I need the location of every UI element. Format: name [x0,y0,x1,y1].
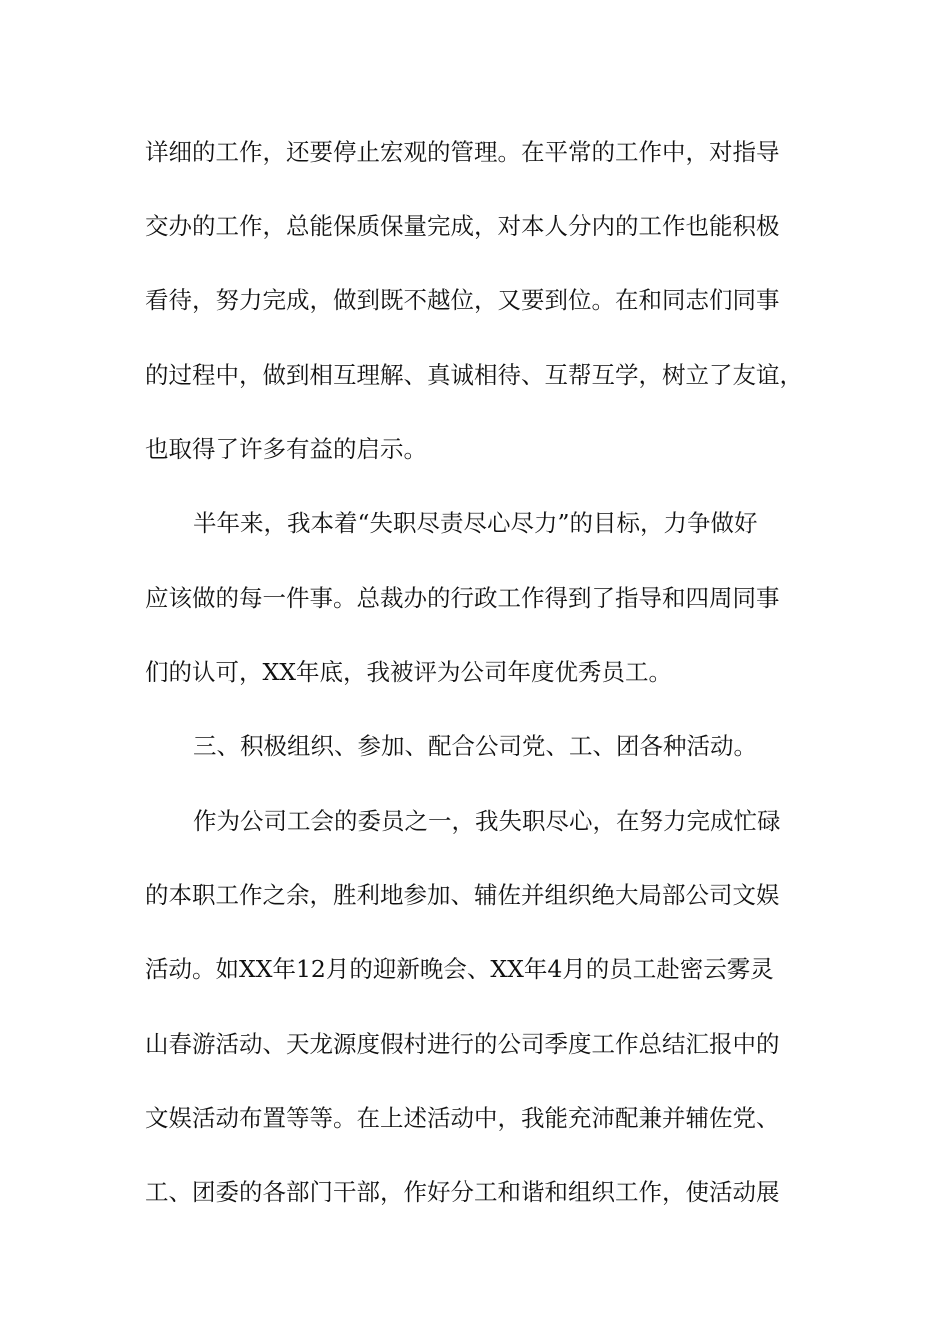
body-text-line: 详细的工作，还要停止宏观的管理。在平常的工作中，对指导 [145,138,780,166]
body-text-line: 应该做的每一件事。总裁办的行政工作得到了指导和四周同事 [145,584,780,612]
body-text-line: 的本职工作之余，胜利地参加、辅佐并组织绝大局部公司文娱 [145,881,780,909]
body-text-line: 交办的工作，总能保质保量完成，对本人分内的工作也能积极 [145,212,780,240]
body-text-line: 活动。如XX年12月的迎新晚会、XX年4月的员工赴密云雾灵 [145,955,774,983]
section-heading: 三、积极组织、参加、配合公司党、工、团各种活动。 [193,732,757,760]
paragraph-first-line: 半年来，我本着“失职尽责尽心尽力”的目标，力争做好 [193,509,758,537]
body-text-line: 山春游活动、天龙源度假村进行的公司季度工作总结汇报中的 [145,1030,780,1058]
paragraph-first-line: 作为公司工会的委员之一，我失职尽心，在努力完成忙碌 [193,807,781,835]
body-text-line: 工、团委的各部门干部，作好分工和谐和组织工作，使活动展 [145,1178,780,1206]
body-text-line: 也取得了许多有益的启示。 [145,435,427,463]
body-text-line: 文娱活动布置等等。在上述活动中，我能充沛配兼并辅佐党、 [145,1104,780,1132]
body-text-line: 们的认可，XX年底，我被评为公司年度优秀员工。 [145,658,672,686]
body-text-line: 看待，努力完成，做到既不越位，又要到位。在和同志们同事 [145,286,780,314]
body-text-line: 的过程中，做到相互理解、真诚相待、互帮互学，树立了友谊， [145,361,803,389]
